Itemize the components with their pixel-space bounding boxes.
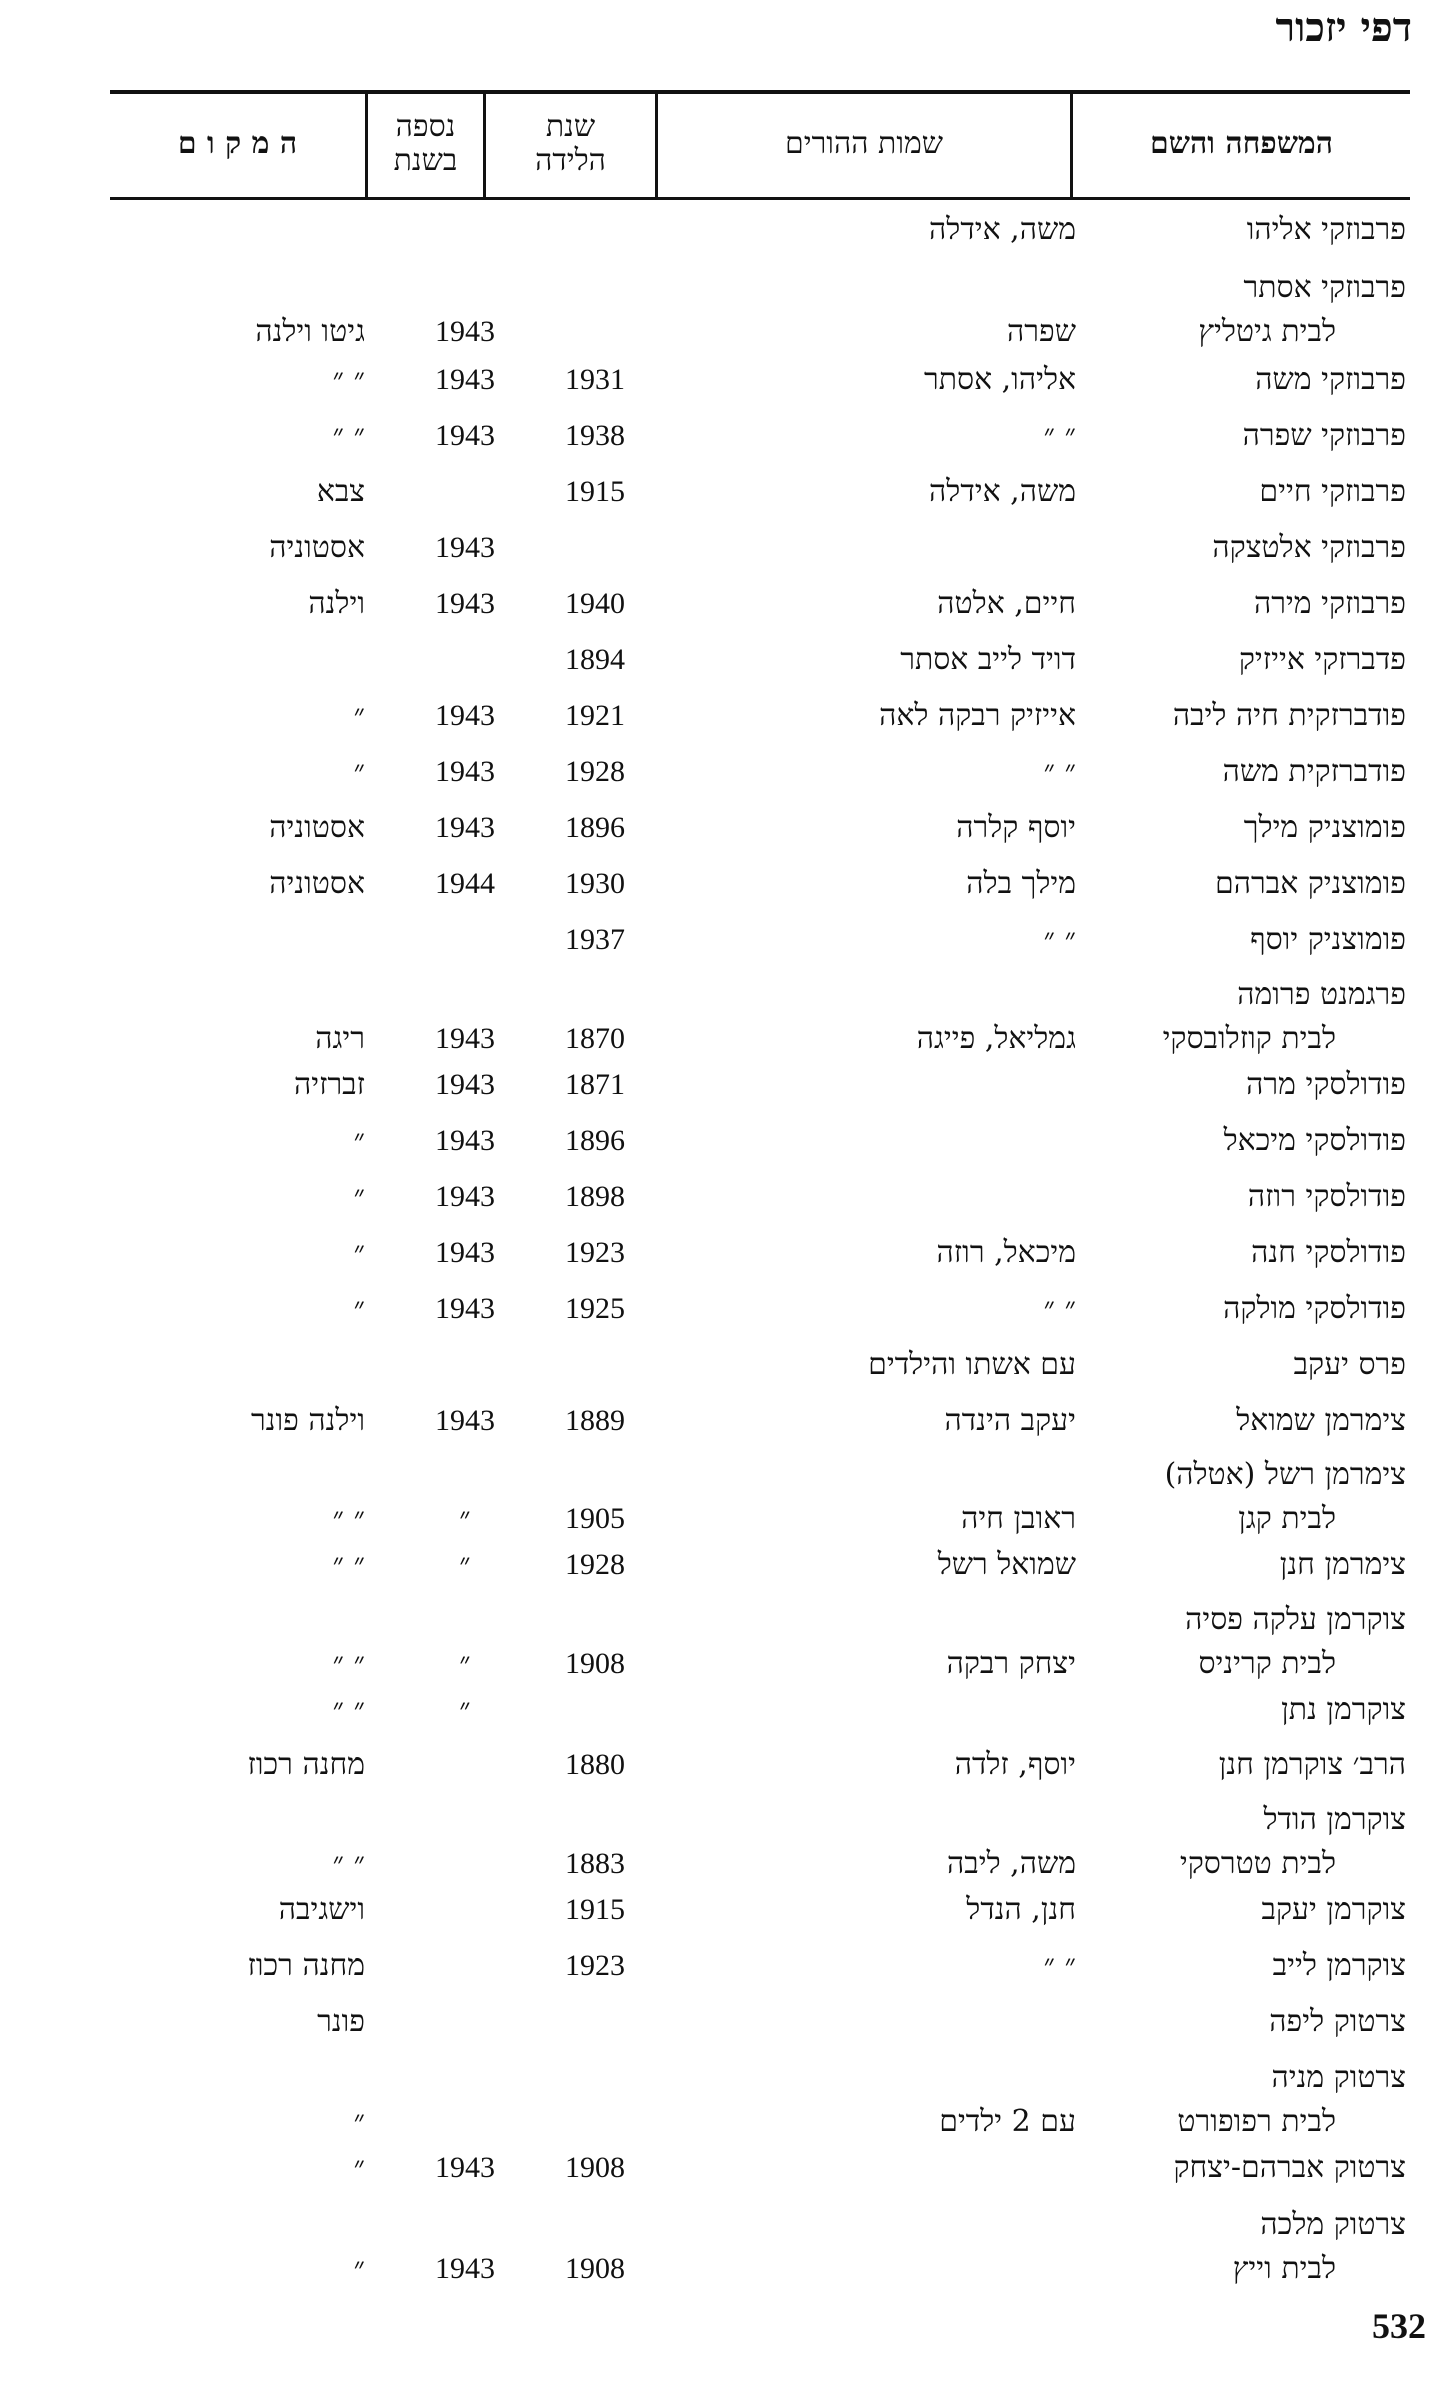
parents-names: מיכאל, רוזה bbox=[936, 1235, 1076, 1270]
death-place: גיטו וילנה bbox=[255, 314, 365, 349]
parents-names: חנן, הנדל bbox=[966, 1892, 1076, 1927]
birth-year: 1870 bbox=[565, 1022, 625, 1055]
death-year: ״ bbox=[459, 1502, 471, 1535]
death-place: ״ bbox=[353, 2104, 365, 2139]
birth-year: 1908 bbox=[565, 2151, 625, 2184]
death-place: צבא bbox=[316, 474, 365, 509]
death-place: ״ bbox=[353, 698, 365, 733]
death-place: אסטוניה bbox=[269, 866, 365, 901]
parents-names: ״ ״ bbox=[1043, 418, 1076, 453]
death-place: אסטוניה bbox=[269, 530, 365, 565]
death-year: ״ bbox=[459, 1548, 471, 1581]
birth-year: 1921 bbox=[565, 699, 625, 732]
birth-year: 1883 bbox=[565, 1847, 625, 1880]
person-name: צרטוק ליפה bbox=[1269, 2004, 1406, 2039]
death-place: ריגה bbox=[315, 1021, 365, 1056]
parents-names: אייזיק רבקה לאה bbox=[879, 698, 1076, 733]
maiden-name: לבית גיטליץ bbox=[1198, 314, 1336, 349]
person-name: צוקרמן נתן bbox=[1281, 1692, 1406, 1727]
header-birth-line1: שנת bbox=[545, 109, 596, 144]
death-place: ״ ״ bbox=[332, 1501, 365, 1536]
maiden-name: לבית קריניס bbox=[1198, 1646, 1336, 1681]
parents-names: שפרה bbox=[1007, 314, 1076, 349]
birth-year: 1908 bbox=[565, 1647, 625, 1680]
person-name: צרטוק מניה bbox=[1271, 2060, 1406, 2095]
birth-year: 1896 bbox=[565, 811, 625, 844]
person-name: פרבוזקי משה bbox=[1255, 362, 1406, 397]
death-year: 1943 bbox=[435, 315, 495, 348]
person-name: צוקרמן יעקב bbox=[1261, 1892, 1406, 1927]
person-name: פומוצניק יוסף bbox=[1250, 922, 1406, 957]
birth-year: 1923 bbox=[565, 1949, 625, 1982]
parents-names: ״ ״ bbox=[1043, 922, 1076, 957]
death-year: 1943 bbox=[435, 1124, 495, 1157]
death-year: 1943 bbox=[435, 1292, 495, 1325]
parents-names: עם 2 ילדים bbox=[939, 2104, 1076, 2139]
parents-names: יוסף, זלדה bbox=[954, 1747, 1076, 1782]
parents-names: ״ ״ bbox=[1043, 1948, 1076, 1983]
death-place: ״ ״ bbox=[332, 362, 365, 397]
death-year: ״ bbox=[459, 1647, 471, 1680]
parents-names: יצחק רבקה bbox=[946, 1646, 1076, 1681]
death-place: ״ ״ bbox=[332, 1646, 365, 1681]
maiden-name: לבית טטרסקי bbox=[1179, 1846, 1336, 1881]
birth-year: 1889 bbox=[565, 1404, 625, 1437]
birth-year: 1894 bbox=[565, 643, 625, 676]
parents-names: ראובן חיה bbox=[961, 1501, 1076, 1536]
person-name: פרבוזקי מירה bbox=[1253, 586, 1406, 621]
birth-year: 1880 bbox=[565, 1748, 625, 1781]
birth-year: 1905 bbox=[565, 1502, 625, 1535]
death-year: 1943 bbox=[435, 755, 495, 788]
parents-names: משה, אידלה bbox=[929, 474, 1076, 509]
person-name: פרבוזקי אליהו bbox=[1246, 212, 1406, 247]
death-year: 1943 bbox=[435, 531, 495, 564]
header-birth-line2: הלידה bbox=[535, 143, 606, 178]
death-year: 1943 bbox=[435, 1404, 495, 1437]
death-place: ״ bbox=[353, 2251, 365, 2286]
header-place: ה מ ק ו ם bbox=[177, 126, 298, 161]
death-place: וילנה פונר bbox=[250, 1403, 365, 1438]
parents-names: עם אשתו והילדים bbox=[868, 1347, 1076, 1382]
page-title: דפי יזכור bbox=[1275, 4, 1412, 51]
parents-names: יוסף קלרה bbox=[956, 810, 1076, 845]
birth-year: 1908 bbox=[565, 2252, 625, 2285]
person-name: צוקרמן הודל bbox=[1263, 1802, 1406, 1837]
death-year: 1943 bbox=[435, 1236, 495, 1269]
death-place: ״ ״ bbox=[332, 1846, 365, 1881]
header-died-line1: נספה bbox=[395, 109, 456, 144]
person-name: צרטוק מלכה bbox=[1260, 2207, 1406, 2242]
person-name: פרבוזקי שפרה bbox=[1242, 418, 1406, 453]
person-name: פודברזקית חיה ליבה bbox=[1172, 698, 1406, 733]
death-year: 1943 bbox=[435, 699, 495, 732]
person-name: פדברזקי אייזיק bbox=[1238, 642, 1406, 677]
person-name: פרבוזקי אסתר bbox=[1243, 270, 1406, 305]
person-name: צימרמן חנן bbox=[1279, 1547, 1406, 1582]
person-name: פודולסקי מיכאל bbox=[1223, 1123, 1406, 1158]
death-year: 1943 bbox=[435, 587, 495, 620]
death-place: וישגיבה bbox=[278, 1892, 365, 1927]
birth-year: 1915 bbox=[565, 1893, 625, 1926]
birth-year: 1931 bbox=[565, 363, 625, 396]
death-place: מחנה רכוז bbox=[247, 1747, 365, 1782]
death-place: ״ bbox=[353, 2150, 365, 2185]
death-place: ״ bbox=[353, 1235, 365, 1270]
person-name: הרב׳ צוקרמן חנן bbox=[1218, 1747, 1406, 1782]
person-name: צימרמן שמואל bbox=[1236, 1403, 1406, 1438]
parents-names: משה, אידלה bbox=[929, 212, 1076, 247]
parents-names: ״ ״ bbox=[1043, 754, 1076, 789]
birth-year: 1925 bbox=[565, 1292, 625, 1325]
death-year: 1943 bbox=[435, 811, 495, 844]
birth-year: 1940 bbox=[565, 587, 625, 620]
death-year: 1944 bbox=[435, 867, 495, 900]
header-parents: שמות ההורים bbox=[784, 126, 944, 161]
death-place: ״ ״ bbox=[332, 1547, 365, 1582]
death-place: ״ ״ bbox=[332, 1692, 365, 1727]
parents-names: משה, ליבה bbox=[947, 1846, 1076, 1881]
person-name: פודולסקי חנה bbox=[1251, 1235, 1406, 1270]
death-year: 1943 bbox=[435, 2252, 495, 2285]
birth-year: 1898 bbox=[565, 1180, 625, 1213]
death-year: 1943 bbox=[435, 1180, 495, 1213]
birth-year: 1923 bbox=[565, 1236, 625, 1269]
death-place: זברזיה bbox=[293, 1067, 365, 1102]
death-place: וילנה bbox=[308, 586, 365, 621]
death-year: 1943 bbox=[435, 1068, 495, 1101]
parents-names: דויד לייב אסתר bbox=[900, 642, 1076, 677]
parents-names: יעקב הינדה bbox=[944, 1403, 1076, 1438]
death-place: ״ bbox=[353, 1179, 365, 1214]
maiden-name: לבית וייץ bbox=[1232, 2251, 1336, 2286]
birth-year: 1930 bbox=[565, 867, 625, 900]
header-died-line2: בשנת bbox=[393, 143, 458, 178]
death-year: 1943 bbox=[435, 419, 495, 452]
death-place: ״ bbox=[353, 1123, 365, 1158]
person-name: צוקרמן לייב bbox=[1272, 1948, 1406, 1983]
maiden-name: לבית קגן bbox=[1238, 1501, 1336, 1536]
parents-names: ״ ״ bbox=[1043, 1291, 1076, 1326]
parents-names: גמליאל, פייגה bbox=[916, 1021, 1076, 1056]
header-died bbox=[368, 90, 483, 198]
death-year: 1943 bbox=[435, 363, 495, 396]
person-name: פומוצניק מילך bbox=[1243, 810, 1406, 845]
death-place: ״ ״ bbox=[332, 418, 365, 453]
death-place: ״ bbox=[353, 1291, 365, 1326]
person-name: פרס יעקב bbox=[1293, 1347, 1406, 1382]
birth-year: 1871 bbox=[565, 1068, 625, 1101]
person-name: פודולסקי מרה bbox=[1246, 1067, 1406, 1102]
death-place: אסטוניה bbox=[269, 810, 365, 845]
person-name: פרבוזקי אלטצקה bbox=[1212, 530, 1406, 565]
person-name: צימרמן רשל (אטלה) bbox=[1164, 1457, 1406, 1492]
death-year: 1943 bbox=[435, 1022, 495, 1055]
death-year: 1943 bbox=[435, 2151, 495, 2184]
birth-year: 1938 bbox=[565, 419, 625, 452]
person-name: פודולסקי רוזה bbox=[1247, 1179, 1406, 1214]
birth-year: 1915 bbox=[565, 475, 625, 508]
birth-year: 1937 bbox=[565, 923, 625, 956]
death-year: ״ bbox=[459, 1693, 471, 1726]
person-name: פודברזקית משה bbox=[1222, 754, 1406, 789]
parents-names: אליהו, אסתר bbox=[923, 362, 1076, 397]
death-place: מחנה רכוז bbox=[247, 1948, 365, 1983]
birth-year: 1928 bbox=[565, 755, 625, 788]
parents-names: מילך בלה bbox=[966, 866, 1076, 901]
page-number: 532 bbox=[1372, 2306, 1426, 2346]
death-place: פונר bbox=[317, 2004, 365, 2039]
person-name: פרבוזקי חיים bbox=[1259, 474, 1406, 509]
parents-names: שמואל רשל bbox=[937, 1547, 1076, 1582]
person-name: צוקרמן עלקה פסיה bbox=[1185, 1602, 1406, 1637]
maiden-name: לבית רפופורט bbox=[1177, 2104, 1336, 2139]
person-name: פרגמנט פרומה bbox=[1237, 977, 1406, 1012]
parents-names: חיים, אלטה bbox=[937, 586, 1076, 621]
header-birth bbox=[486, 90, 655, 198]
maiden-name: לבית קוזלובסקי bbox=[1162, 1021, 1336, 1056]
death-place: ״ bbox=[353, 754, 365, 789]
birth-year: 1928 bbox=[565, 1548, 625, 1581]
birth-year: 1896 bbox=[565, 1124, 625, 1157]
person-name: צרטוק אברהם-יצחק bbox=[1173, 2150, 1406, 2185]
person-name: פודולסקי מולקה bbox=[1223, 1291, 1406, 1326]
header-name: המשפחה והשם bbox=[1150, 126, 1333, 161]
person-name: פומוצניק אברהם bbox=[1215, 866, 1406, 901]
